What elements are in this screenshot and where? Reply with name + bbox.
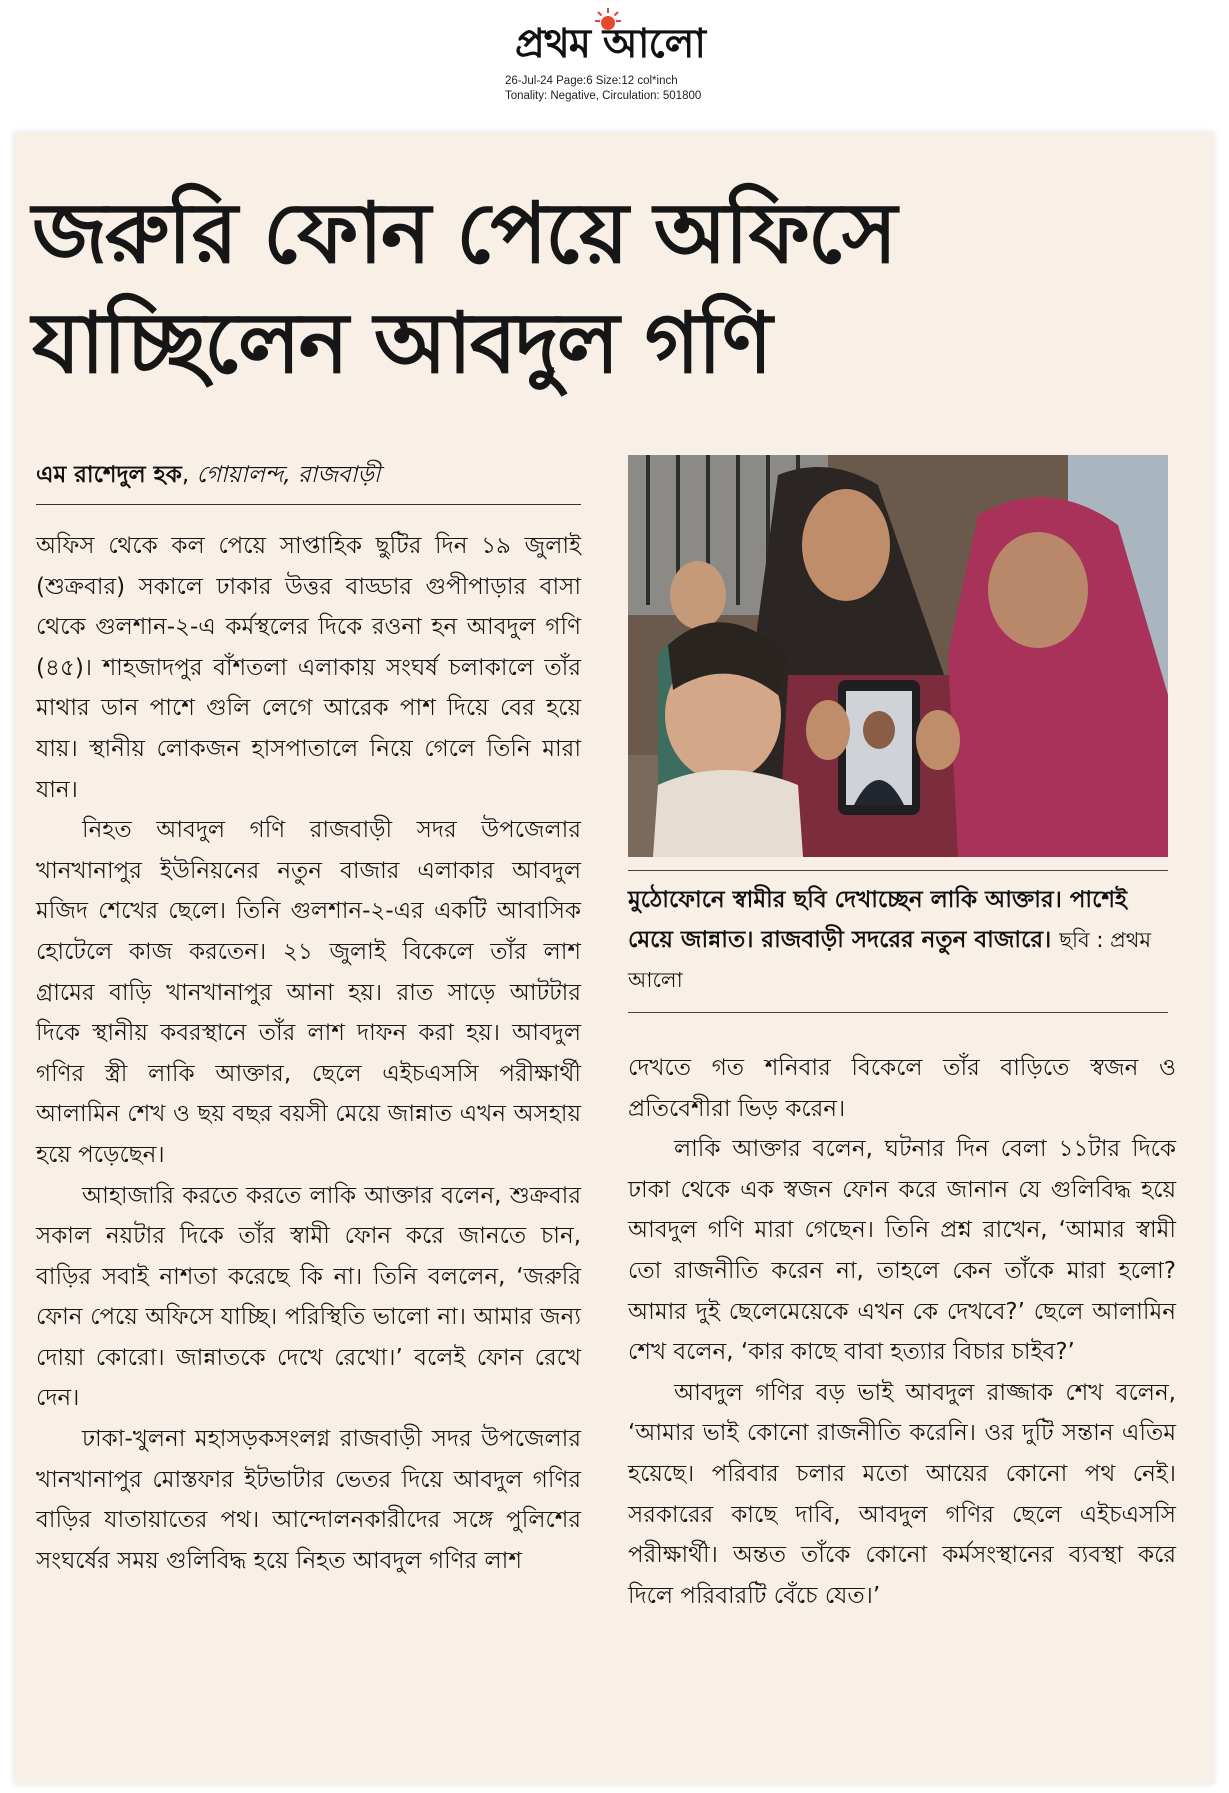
byline: এম রাশেদুল হক, গোয়ালন্দ, রাজবাড়ী <box>36 462 381 488</box>
meta-line-2: Tonality: Negative, Circulation: 501800 <box>505 90 702 102</box>
paragraph: আবদুল গণির বড় ভাই আবদুল রাজ্জাক শেখ বলেন, ‘আমার ভাই কোনো রাজনীতি করেনি। ওর দুটি সন্তান এতিম হয়েছে। পরিবার চলার মতো আয়ের কোনো পথ নেই। সরকারের কাছে দাবি, আবদুল গণির ছেলে এইচএসসি পরীক্ষার্থী। অন্তত তাঁকে কোনো কর্মসংস্থানের ব্যবস্থা করে দিলে পরিবারটি বেঁচে যেত।’ <box>628 1379 1176 1609</box>
paragraph: নিহত আবদুল গণি রাজবাড়ী সদর উপজেলার খানখানাপুর ইউনিয়নের নতুন বাজার এলাকার আবদুল মজিদ শেখের ছেলে। তিনি গুলশান-২-এর একটি আবাসিক হোটেলে কাজ করতেন। ২১ জুলাই বিকেলে তাঁর লাশ গ্রামের বাড়ি খানখানাপুর আনা হয়। রাত সাড়ে আটটার দিকে স্থানীয় কবরস্থানে তাঁর লাশ দাফন করা হয়। আবদুল গণির স্ত্রী লাকি আক্তার, ছেলে এইচএসসি পরীক্ষার্থী আলামিন শেখ ও ছয় বছর বয়সী মেয়ে জান্নাত এখন অসহায় হয়ে পড়েছেন। <box>36 817 581 1168</box>
paragraph: অফিস থেকে কল পেয়ে সাপ্তাহিক ছুটির দিন ১৯ জুলাই (শুক্রবার) সকালে ঢাকার উত্তর বাড্ডার গুপীপাড়ার বাসা থেকে গুলশান-২-এ কর্মস্থলের দিকে রওনা হন আবদুল গণি (৪৫)। শাহজাদপুর বাঁশতলা এলাকায় সংঘর্ষ চলাকালে তাঁর মাথার ডান পাশে গুলি লেগে আরেক পাশ দিয়ে বের হয়ে যায়। স্থানীয় লোকজন হাসপাতালে নিয়ে গেলে তিনি মারা যান। <box>36 533 581 803</box>
paragraph: লাকি আক্তার বলেন, ঘটনার দিন বেলা ১১টার দিকে ঢাকা থেকে এক স্বজন ফোন করে জানান যে গুলিবিদ্ধ হয়ে আবদুল গণি মারা গেছেন। তিনি প্রশ্ন রাখেন, ‘আমার স্বামী তো রাজনীতি করেন না, তাহলে কেন তাঁকে মারা হলো? আমার দুই ছেলেমেয়েকে এখন কে দেখবে?’ ছেলে আলামিন শেখ বলেন, ‘কার কাছে বাবা হত্যার বিচার চাইব?’ <box>628 1136 1176 1366</box>
masthead <box>0 0 1229 120</box>
clipping-meta <box>505 74 825 104</box>
headline-line-2: যাচ্ছিলেন আবদুল গণি <box>32 294 771 392</box>
headline <box>32 178 1152 398</box>
news-photo <box>628 455 1168 857</box>
paragraph: ঢাকা-খুলনা মহাসড়কসংলগ্ন রাজবাড়ী সদর উপজেলার খানখানাপুর মোস্তফার ইটভাটার ভেতর দিয়ে আবদুল গণির বাড়ির যাতায়াতের পথ। আন্দোলনকারীদের সঙ্গে পুলিশের সংঘর্ষের সময় গুলিবিদ্ধ হয়ে নিহত আবদুল গণির লাশ <box>36 1426 581 1574</box>
paragraph: আহাজারি করতে করতে লাকি আক্তার বলেন, শুক্রবার সকাল নয়টার দিকে তাঁর স্বামী ফোন করে জানতে চান, বাড়ির সবাই নাশতা করেছে কি না। তিনি বললেন, ‘জরুরি ফোন পেয়ে অফিসে যাচ্ছি। পরিস্থিতি ভালো না। আমার জন্য দোয়া কোরো। জান্নাতকে দেখে রেখো।’ বলেই ফোন রেখে দেন। <box>36 1182 581 1412</box>
photo-credit: ছবি : প্রথম আলো <box>628 928 1152 992</box>
meta-line-1: 26-Jul-24 Page:6 Size:12 col*inch <box>505 75 678 87</box>
newspaper-logo: প্রথম আলো <box>514 21 706 67</box>
byline-name: এম রাশেদুল হক <box>36 462 182 488</box>
paragraph: দেখতে গত শনিবার বিকেলে তাঁর বাড়িতে স্বজন ও প্রতিবেশীরা ভিড় করেন। <box>628 1055 1176 1122</box>
photo-caption <box>628 880 1168 1000</box>
article-column-right <box>628 1048 1176 1616</box>
photo-illustration <box>628 455 1168 857</box>
byline-place: গোয়ালন্দ, রাজবাড়ী <box>196 462 381 488</box>
article-column-left <box>36 526 581 1581</box>
caption-divider-bottom <box>628 1012 1168 1013</box>
byline-divider <box>36 504 581 505</box>
headline-line-1: জরুরি ফোন পেয়ে অফিসে <box>32 184 896 282</box>
caption-text: মুঠোফোনে স্বামীর ছবি দেখাচ্ছেন লাকি আক্তার। পাশেই মেয়ে জান্নাত। রাজবাড়ী সদরের নতুন বাজারে। <box>628 887 1127 953</box>
caption-divider-top <box>628 870 1168 871</box>
